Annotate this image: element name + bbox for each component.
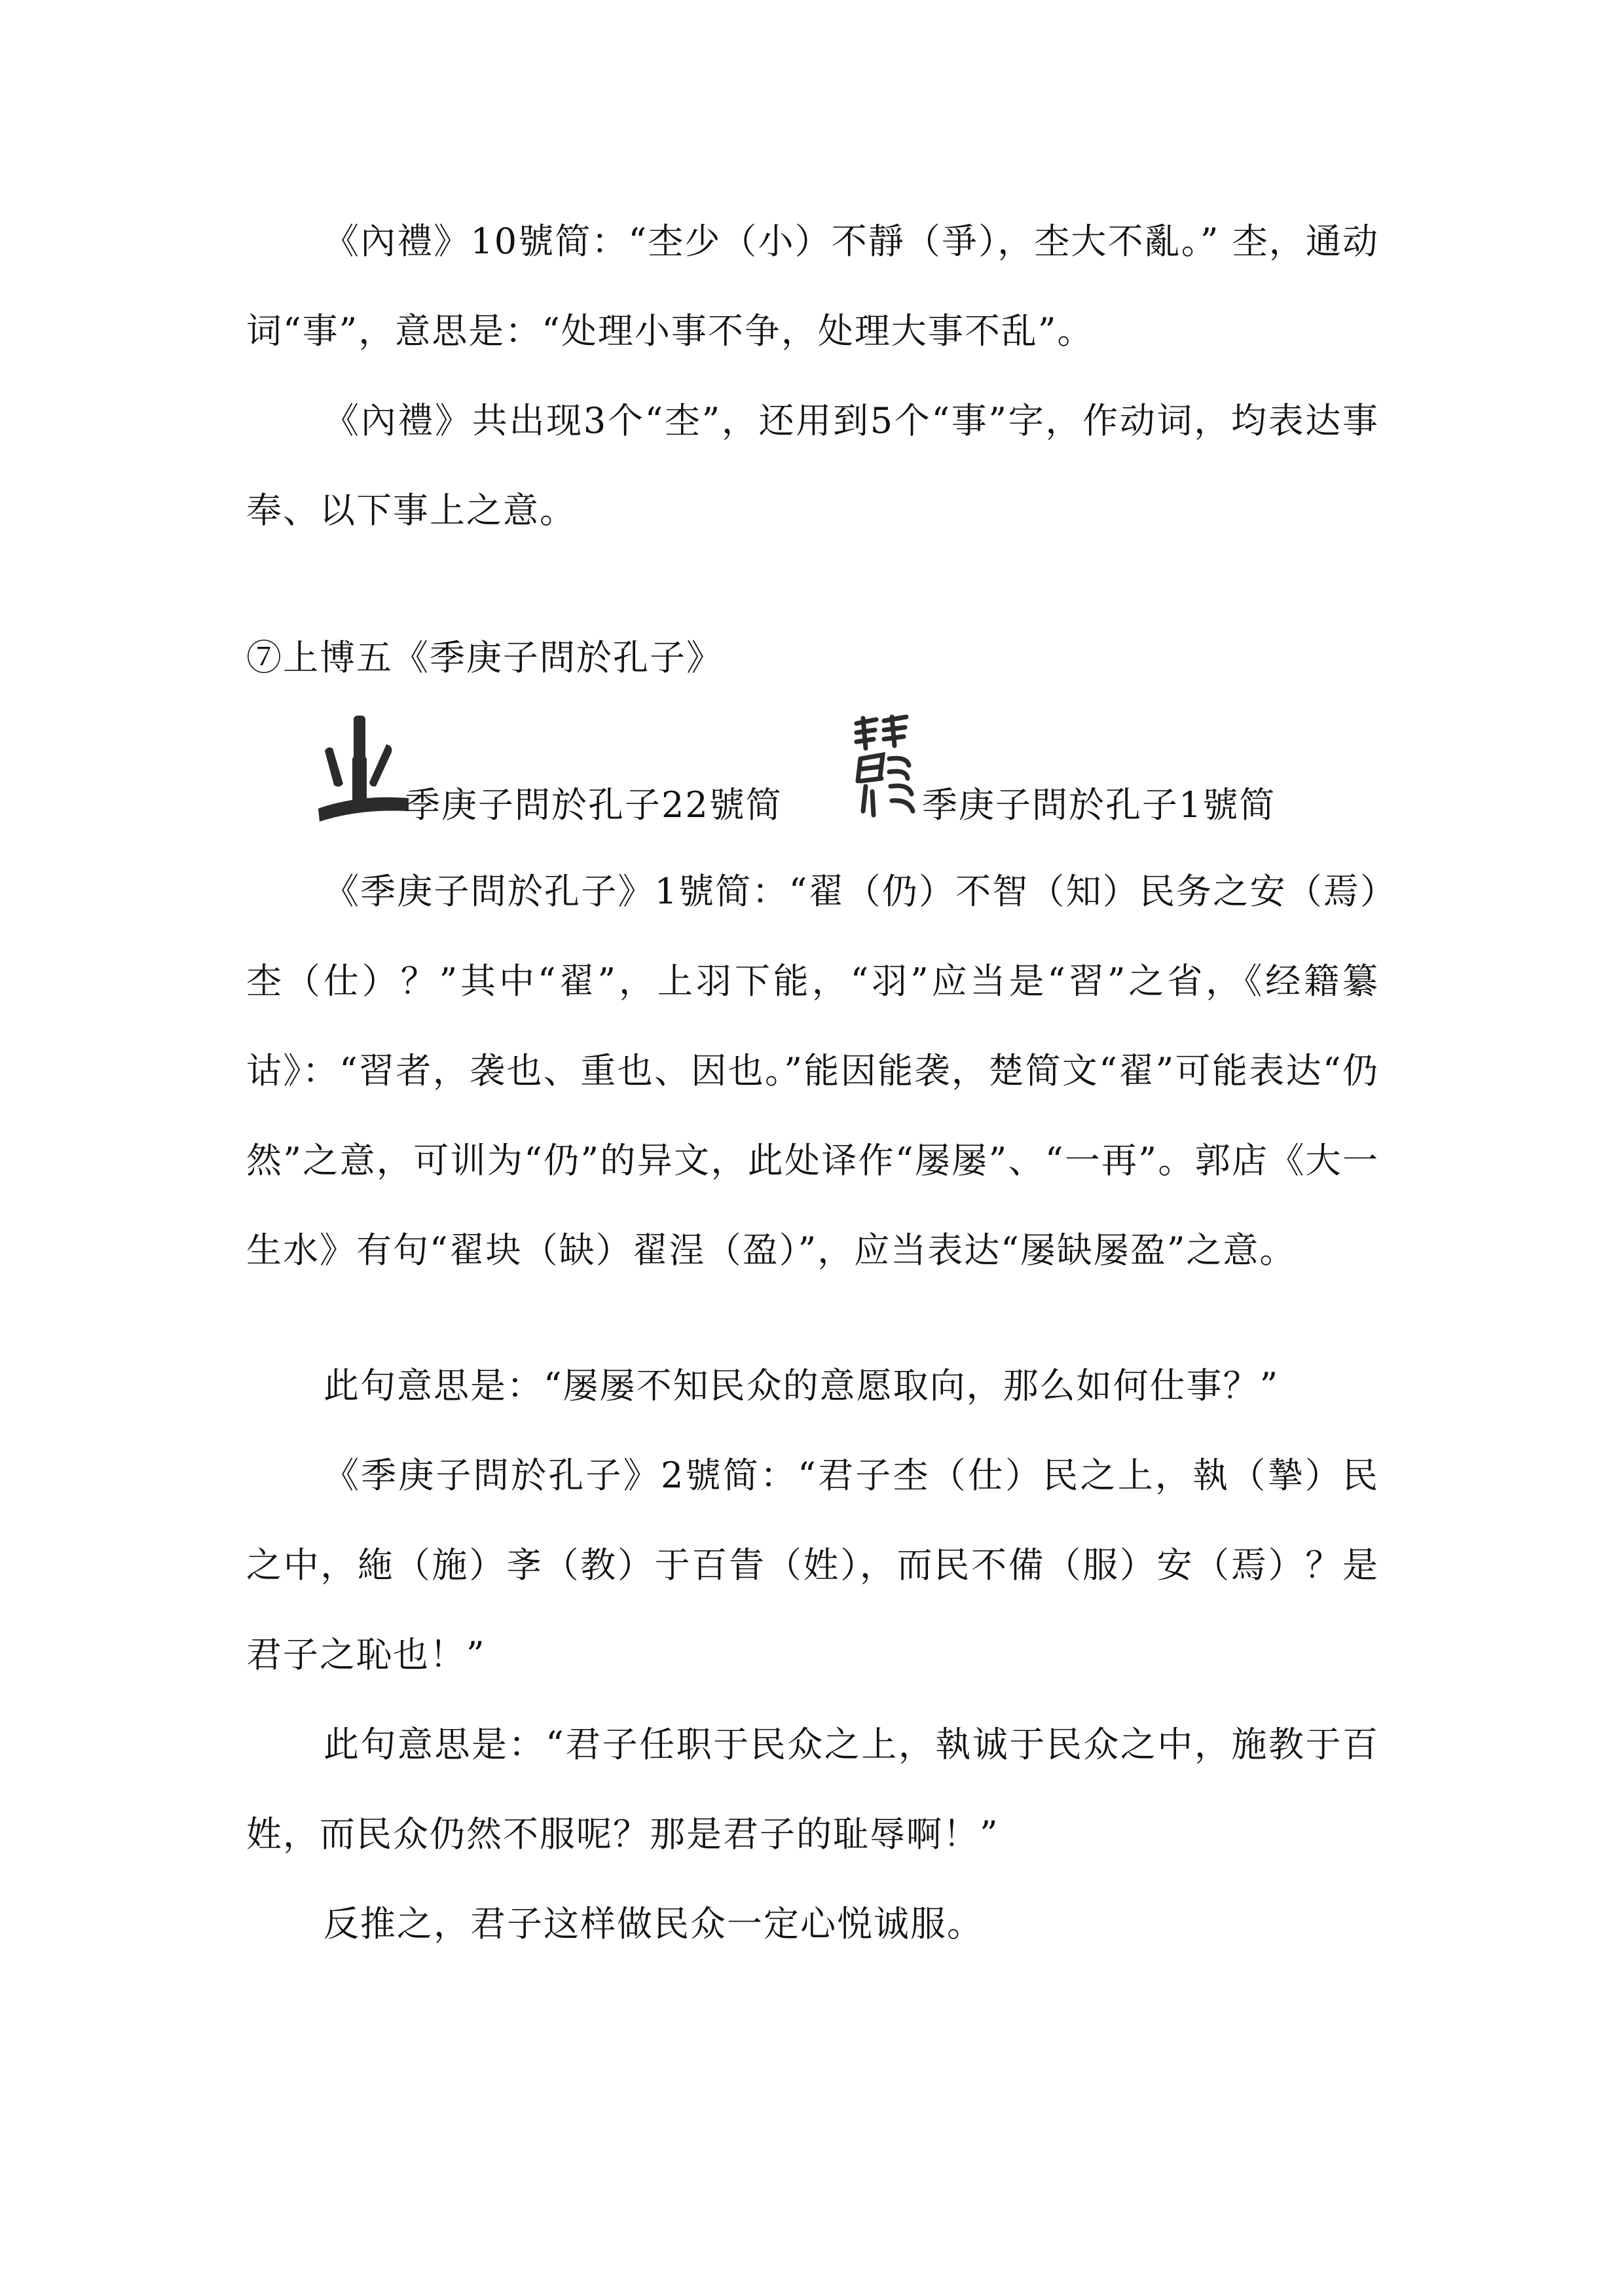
glyph-caption-22: 季庚子問於孔子22號简: [405, 784, 783, 826]
paragraph-meaning-2: 此句意思是：“君子任职于民众之上，執诚于民众之中，施教于百姓，而民众仍然不服呢？那是君子的耻辱啊！”: [246, 1724, 1379, 1855]
glyph-row: [313, 710, 1361, 835]
paragraph-neili-10: 《內禮》10號简：“杢少（小）不靜（爭），杢大不亂。” 杢，通动词“事”，意思是：“处理小事不争，处理大事不乱”。: [246, 221, 1379, 352]
bamboo-slip-glyph-shi-icon: [313, 710, 411, 828]
paragraph-conclusion: 反推之，君子这样做民众一定心悦诚服。: [323, 1903, 984, 1944]
glyph-caption-1: 季庚子問於孔子1號简: [922, 784, 1276, 826]
section-heading: ⑦上博五《季庚子問於孔子》: [246, 637, 723, 678]
paragraph-meaning-1: 此句意思是：“屡屡不知民众的意愿取向，那么如何仕事？”: [323, 1365, 1280, 1406]
paragraph-jigengzi-1: 《季庚子問於孔子》1號简：“翟（仍）不智（知）民务之安（焉）杢（仕）？”其中“翟”，上羽下能，“羽”应当是“習”之省，《经籍纂诂》：“習者，袭也、重也、因也。”能因能袭，楚简文“翟”可能表达“仍然”之意，可训为“仍”的异文，此处译作“屡屡”、“一再”。郭店《大一生水》有句“翟块（缺）翟浧（盈）”，应当表达“屡缺屡盈”之意。: [246, 871, 1379, 1271]
bamboo-slip-glyph-reng-icon: [843, 713, 922, 824]
paragraph-neili-summary: 《內禮》共出现3个“杢”，还用到5个“事”字，作动词，均表达事奉、以下事上之意。: [246, 400, 1379, 531]
paragraph-jigengzi-2: 《季庚子問於孔子》2號简：“君子杢（仕）民之上，執（摯）民之中，絁（施）斈（教）于百眚（姓），而民不備（服）安（焉）？是君子之恥也！”: [246, 1455, 1379, 1675]
